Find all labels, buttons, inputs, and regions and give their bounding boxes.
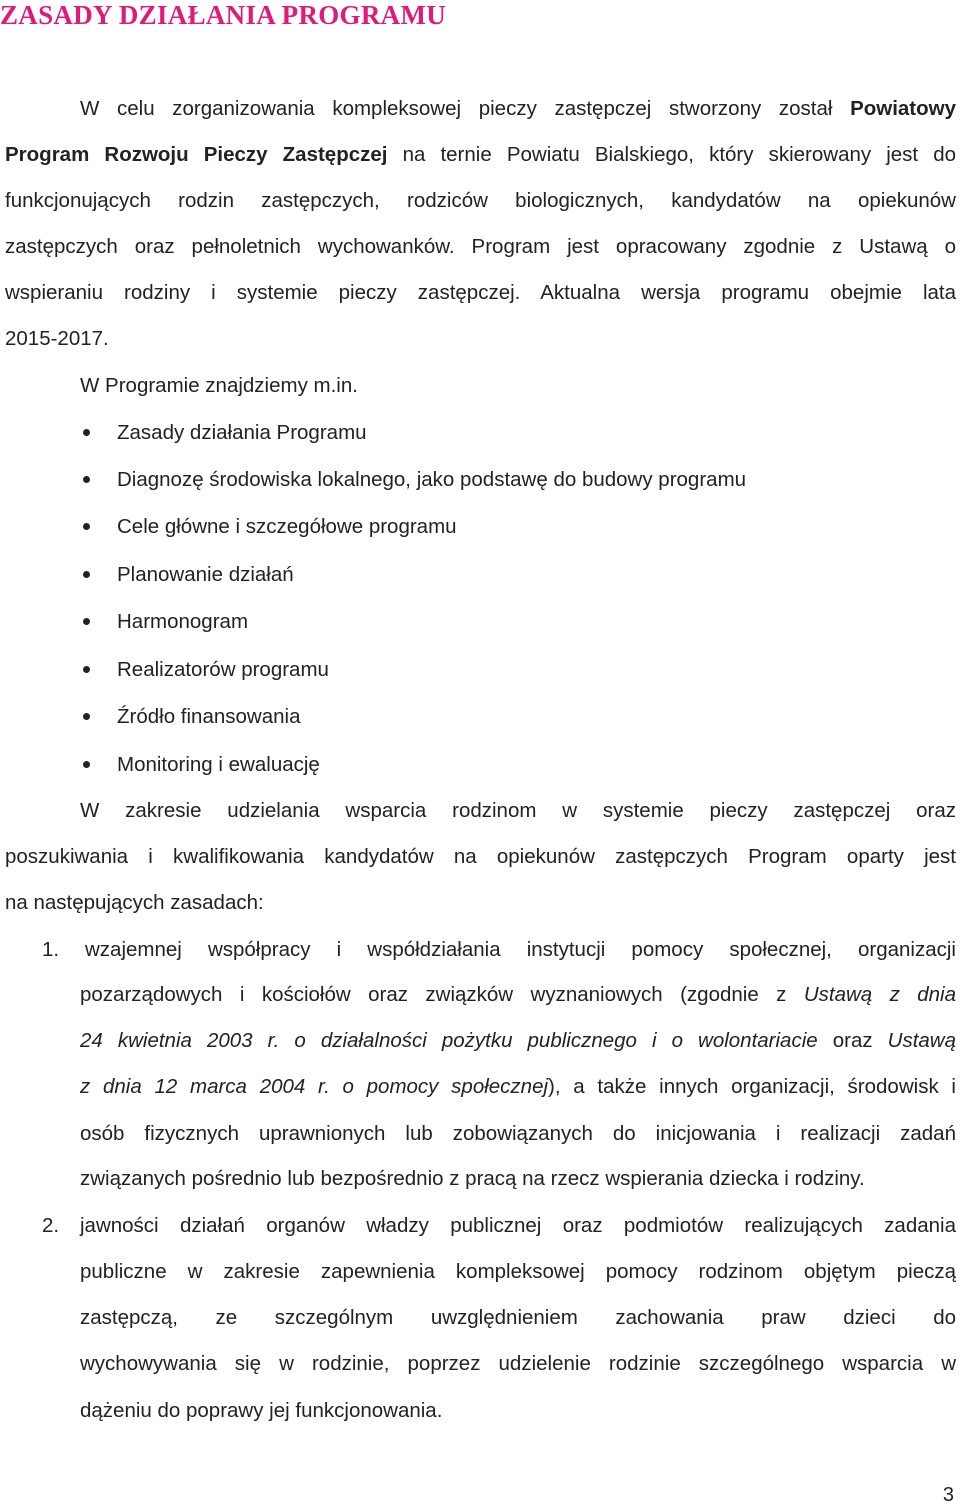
list-item-text: Realizatorów programu [117,658,329,681]
list-item-text: Cele główne i szczegółowe programu [117,515,457,538]
item2-line-2: publiczne w zakresie zapewnienia kompleksowej pomocy rodzinom objętym pieczą [80,1260,956,1283]
bullet-dot-icon [83,761,90,768]
bullet-dot-icon [83,523,90,530]
bullet-dot-icon [83,429,90,436]
intro-line-1: W celu zorganizowania kompleksowej pieczy zastępczej stworzony został Powiatowy [80,97,956,120]
list-item-text: Planowanie działań [117,563,294,586]
page-number: 3 [942,1484,954,1506]
bullet-dot-icon [83,476,90,483]
list-item-text: Harmonogram [117,610,249,633]
intro-line-5: wspieraniu rodziny i systemie pieczy zastępczej. Aktualna wersja programu obejmie lata [5,281,956,304]
principles-line-2: poszukiwania i kwalifikowania kandydatów na opiekunów zastępczych Program oparty jest [5,845,956,868]
bullet-dot-icon [83,713,90,720]
principles-line-1: W zakresie udzielania wsparcia rodzinom w systemie pieczy zastępczej oraz [80,799,956,822]
item2-line-4: wychowywania się w rodzinie, poprzez udzielenie rodzinie szczególnego wsparcia w [80,1352,956,1375]
intro-line-6: 2015-2017. [5,327,109,350]
item2-line-5: dążeniu do poprawy jej funkcjonowania. [80,1399,443,1422]
list-number: 1. [42,938,60,961]
intro-line-2: Program Rozwoju Pieczy Zastępczej na ternie Powiatu Bialskiego, który skierowany jest do [5,143,957,166]
bullet-dot-icon [83,571,90,578]
item1-line-3: 24 kwietnia 2003 r. o działalności pożytku publicznego i o wolontariacie oraz Ustawą [80,1029,956,1052]
principles-line-3: na następujących zasadach: [5,891,264,914]
list-number: 2. [42,1214,60,1237]
list-item-text: Monitoring i ewaluację [117,753,320,776]
item1-line-2: pozarządowych i kościołów oraz związków wyznaniowych (zgodnie z Ustawą z dnia [80,983,956,1006]
item1-line-6: związanych pośrednio lub bezpośrednio z pracą na rzecz wspierania dziecka i rodziny. [80,1167,865,1190]
intro-line-3: funkcjonujących rodzin zastępczych, rodziców biologicznych, kandydatów na opiekunów [5,189,956,212]
bullet-dot-icon [83,666,90,673]
contains-label: W Programie znajdziemy m.in. [80,374,358,397]
list-item-text: Diagnozę środowiska lokalnego, jako podstawę do budowy programu [117,468,747,491]
item2-line-3: zastępczą, ze szczególnym uwzględnieniem zachowania praw dzieci do [80,1306,956,1329]
item1-line-4: z dnia 12 marca 2004 r. o pomocy społecznej), a także innych organizacji, środowisk i [80,1075,956,1098]
item1-line-1: wzajemnej współpracy i współdziałania instytucji pomocy społecznej, organizacji [85,938,956,961]
list-item-text: Źródło finansowania [117,705,301,728]
intro-line-4: zastępczych oraz pełnoletnich wychowanków. Program jest opracowany zgodnie z Ustawą o [5,235,956,258]
item1-line-5: osób fizycznych uprawnionych lub zobowiązanych do inicjowania i realizacji zadań [80,1122,956,1145]
item2-line-1: jawności działań organów władzy publicznej oraz podmiotów realizujących zadania [80,1214,956,1237]
page-title: ZASADY DZIAŁANIA PROGRAMU [0,0,447,30]
bullet-dot-icon [83,618,90,625]
list-item-text: Zasady działania Programu [117,421,367,444]
